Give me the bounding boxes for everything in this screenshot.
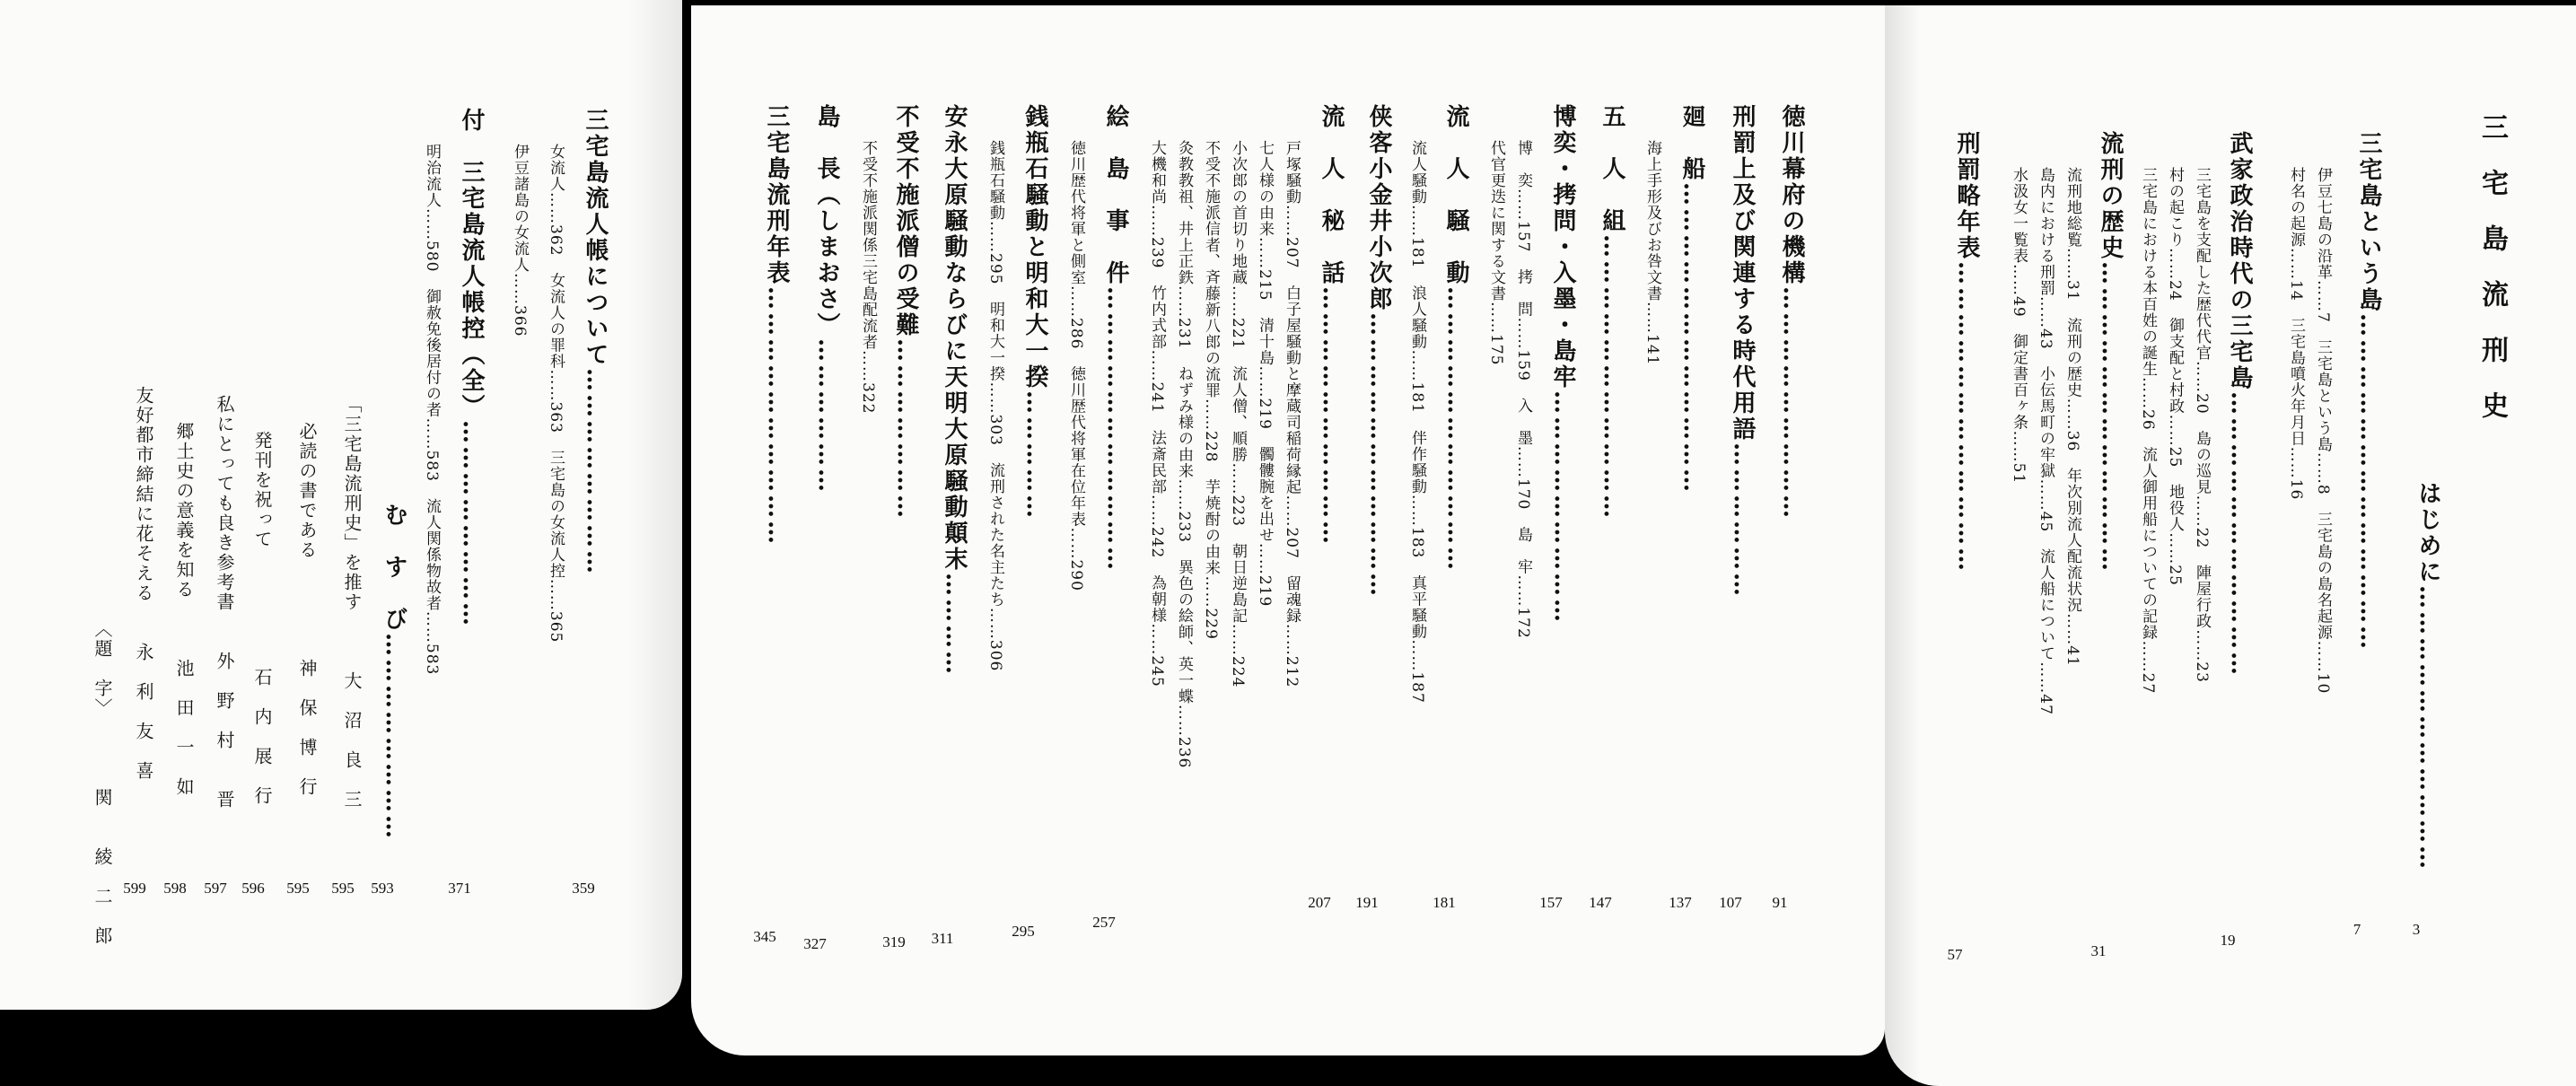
toc-entry[interactable]: 流刑の歴史……………………………… (2097, 131, 2124, 574)
page-number: 7 (2353, 921, 2361, 938)
page-number: 371 (448, 880, 471, 897)
tribute-entry: 郷土史の意義を知る 池 田 一 如 (173, 422, 195, 797)
page-number: 319 (882, 933, 906, 950)
toc-subentry: 流刑地総覧……31 流刑の歴史……36 年次別流人配流状況……41 (2063, 167, 2081, 667)
toc-subentry: 小次郎の首切り地蔵……221 流人僧、順勝……223 朝日逆島記……224 (1229, 140, 1247, 688)
toc-entry[interactable]: 銭瓶石騒動と明和大一揆…………… (1021, 104, 1048, 521)
toc-entry[interactable]: 廻 船……………………………… (1678, 104, 1705, 495)
page-number: 191 (1355, 894, 1379, 911)
calligraphy-credit: 〈題 字〉 関 綾 二 郎 (92, 619, 113, 946)
toc-entry[interactable]: 流 人 秘 話………………………… (1318, 104, 1345, 547)
page-number: 257 (1092, 914, 1116, 931)
toc-entry[interactable]: 流 人 騒 動…………………………… (1442, 104, 1469, 573)
page-number: 157 (1539, 894, 1563, 911)
toc-entry[interactable]: 刑罰上及び関連する時代用語……………… (1729, 104, 1756, 599)
toc-subentry: 銭瓶石騒動……295 明和大一揆……303 流刑された名主たち……306 (986, 140, 1004, 672)
toc-subentry: 不受不施派関係三宅島配流者……322 (859, 140, 877, 415)
spine-shadow (1885, 5, 1921, 1086)
page-number: 91 (1772, 894, 1788, 911)
toc-entry[interactable]: 絵 島 事 件…………………………… (1102, 104, 1129, 573)
toc-entry[interactable]: む す び…………………… (381, 503, 407, 841)
page-number: 599 (123, 880, 146, 897)
page-number: 359 (572, 880, 595, 897)
page-number: 311 (931, 930, 954, 947)
tribute-entry: 「三宅島流刑史」を推す 大 沼 良 三 (341, 395, 363, 810)
toc-subentry: 大機和尚……239 竹内式部……241 法斎民部……242 為朝様……245 (1148, 140, 1166, 688)
toc-subentry: 島内における刑罰……43 小伝馬町の牢獄……45 流人船について……47 (2037, 167, 2055, 715)
page-number: 31 (2090, 942, 2107, 959)
tribute-entry: 必読の書である 神 保 博 行 (296, 422, 318, 797)
toc-subentry: 水汲女一覧表……49 御定書百ヶ条……51 (2010, 167, 2028, 485)
toc-subentry: 灸教教祖、井上正鉄……231 ねずみ様の由来……233 異色の絵師、英一蝶……236 (1175, 140, 1193, 769)
toc-entry[interactable]: 五 人 組…………………………… (1599, 104, 1625, 521)
tribute-entry: 友好都市締結に花そえる 永 利 友 喜 (133, 386, 154, 781)
page-number: 596 (241, 880, 265, 897)
page-number: 598 (163, 880, 187, 897)
toc-entry[interactable]: 刑罰略年表……………………………… (1953, 131, 1980, 574)
toc-subentry: 徳川歴代将軍と側室……286 徳川歴代将軍在位年表……290 (1067, 140, 1085, 591)
page-number: 19 (2220, 932, 2236, 949)
toc-entry[interactable]: 武家政治時代の三宅島…………………………… (2226, 131, 2253, 678)
page-number: 595 (286, 880, 310, 897)
toc-subentry: 明治流人……580 御赦免後居付の者……583 流人関係物故者……583 (423, 144, 441, 676)
toc-entry[interactable]: 付 三宅島流人帳控（全）…………………… (458, 108, 485, 628)
page-number: 107 (1719, 894, 1742, 911)
page-number: 57 (1947, 946, 1963, 963)
toc-subentry: 村の起こり……24 御支配と村政……25 地役人……25 (2166, 167, 2184, 586)
page-number: 147 (1589, 894, 1612, 911)
tribute-entry: 発刊を祝って 石 内 展 行 (251, 431, 273, 806)
page-number: 327 (803, 935, 827, 952)
page-number: 295 (1012, 923, 1035, 940)
toc-entry[interactable]: 侠客小金井小次郎…………………………… (1365, 104, 1392, 599)
page-number: 593 (371, 880, 394, 897)
toc-subentry: 戸塚騒動……207 白子屋騒動と摩蔵司稲荷縁起……207 留魂録……212 (1283, 140, 1301, 688)
toc-subentry: 代官更迭に関する文書……175 (1487, 140, 1505, 366)
toc-subentry: 村名の起源……14 三宅島噴火年月日……16 (2287, 167, 2305, 501)
page-number: 3 (2412, 921, 2421, 938)
book-title: 三宅島流刑史 (2476, 113, 2508, 447)
toc-subentry: 伊豆諸島の女流人……366 (511, 144, 529, 337)
toc-entry[interactable]: 三宅島という島………………………………… (2355, 131, 2382, 652)
page-number: 595 (331, 880, 355, 897)
toc-entry[interactable]: 徳川幕府の機構……………………… (1778, 104, 1805, 521)
toc-entry[interactable]: 三宅島流刑年表………………………… (763, 104, 790, 547)
toc-page-middle (691, 5, 1885, 1055)
page-number: 597 (204, 880, 227, 897)
toc-page-right (1885, 5, 2576, 1086)
page-number: 345 (753, 928, 776, 945)
toc-entry[interactable]: 安永大原騒動ならびに天明大原騒動顛末………… (941, 104, 968, 677)
toc-entry[interactable]: 博奕・拷問・入墨・島牢……………………… (1549, 104, 1576, 625)
toc-subentry: 女流人……362 女流人の罪科……363 三宅島の女流人控……365 (547, 144, 565, 644)
toc-entry[interactable]: はじめに…………………………… (2414, 481, 2441, 871)
toc-subentry: 三宅島における本百姓の誕生……26 流人御用船についての記録……27 (2139, 167, 2157, 695)
page-number: 181 (1433, 894, 1456, 911)
toc-page-left (0, 0, 682, 1010)
page-number: 207 (1308, 894, 1331, 911)
toc-subentry: 不受不施派信者、斉藤新八郎の流罪……228 芋焼酎の由来……229 (1202, 140, 1220, 640)
toc-subentry: 海上手形及びお咎文書……141 (1643, 140, 1661, 366)
toc-subentry: 流人騒動……181 浪人騒動……181 伴作騒動……183 真平騒動……187 (1408, 140, 1426, 704)
spine-shadow (628, 0, 682, 1010)
toc-subentry: 七人様の由来……215 清十島……219 髑髏腕を出せ……219 (1256, 140, 1274, 608)
toc-entry[interactable]: 不受不施派僧の受難………………… (892, 104, 919, 521)
tribute-entry: 私にとっても良き参考書 外 野 村 晋 (214, 395, 235, 810)
toc-entry[interactable]: 島 長（しまおさ）……………… (813, 104, 840, 495)
toc-subentry: 博 奕……157 拷 問……159 入 墨……170 島 牢……172 (1514, 140, 1532, 639)
toc-entry[interactable]: 三宅島流人帳について…………………… (582, 108, 609, 576)
page-number: 137 (1669, 894, 1692, 911)
toc-subentry: 伊豆七島の沿革……7 三宅島という島……8 三宅島の島名起源……10 (2314, 167, 2332, 695)
toc-subentry: 三宅島を支配した歴代代官……20 島の巡見……22 陣屋行政……23 (2193, 167, 2211, 683)
